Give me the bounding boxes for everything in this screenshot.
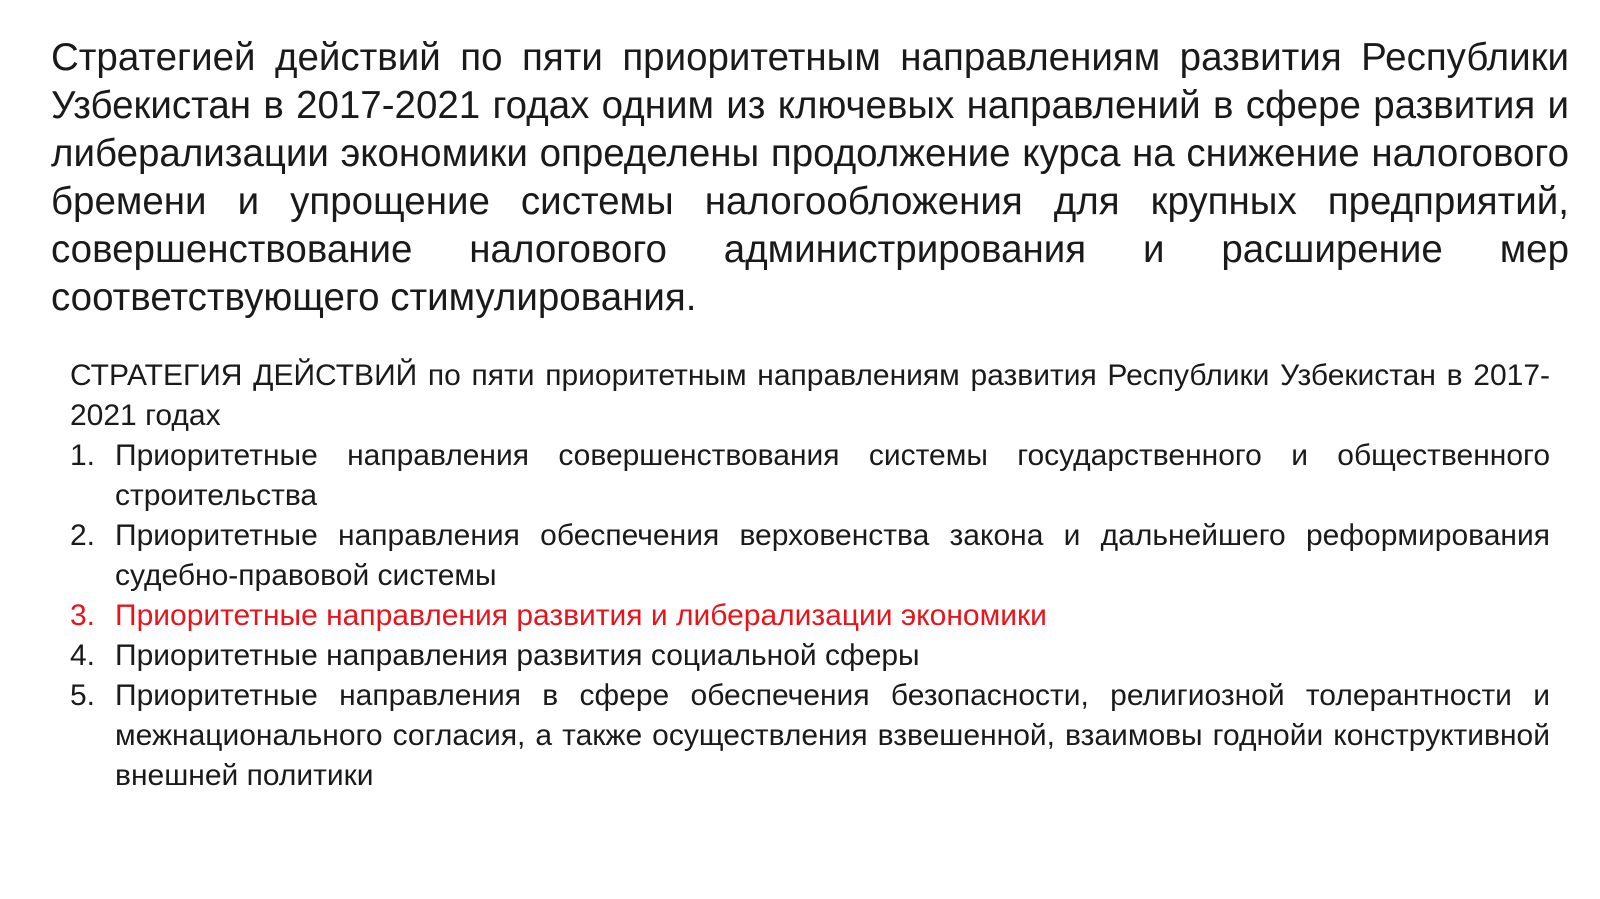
direction-number: 4. [70, 639, 96, 672]
direction-item-1 [70, 436, 1550, 516]
direction-text: Приоритетные направления развития социальной сферы [115, 639, 920, 672]
direction-text: Приоритетные направления развития и либерализации экономики [115, 599, 1047, 632]
direction-number: 5. [70, 679, 96, 712]
direction-item-5 [70, 676, 1550, 796]
direction-text: Приоритетные направления обеспечения верховенства закона и дальнейшего реформирования судебно-правовой системы [115, 519, 1550, 592]
strategy-title: СТРАТЕГИЯ ДЕЙСТВИЙ по пяти приоритетным направлениям развития Республики Узбекистан в 2017-2021 годах [70, 359, 1550, 432]
intro-paragraph: Стратегией действий по пяти приоритетным направлениям развития Республики Узбекистан в 2017-2021 годах одним из ключевых направлений в сфере развития и либерализации экономики определены продолжение курса на снижение налогового бремени и упрощение системы налогообложения для крупных предприятий, совершенствование налогового администрирования и расширение мер соответствующего стимулирования. [51, 36, 1569, 319]
direction-text: Приоритетные направления совершенствования системы государственного и общественного строительства [115, 439, 1550, 512]
direction-number: 1. [70, 439, 96, 472]
direction-number: 2. [70, 519, 96, 552]
direction-number: 3. [70, 599, 96, 632]
direction-item-2 [70, 516, 1550, 596]
direction-item-4 [70, 636, 1550, 676]
directions-list [70, 436, 1550, 796]
direction-item-3 [70, 596, 1550, 636]
direction-text: Приоритетные направления в сфере обеспечения безопасности, религиозной толерантности и межнационального согласия, а также осуществления взвешенной, взаимовы годнойи конструктивной внешней политики [115, 679, 1550, 792]
strategy-block [70, 356, 1550, 796]
